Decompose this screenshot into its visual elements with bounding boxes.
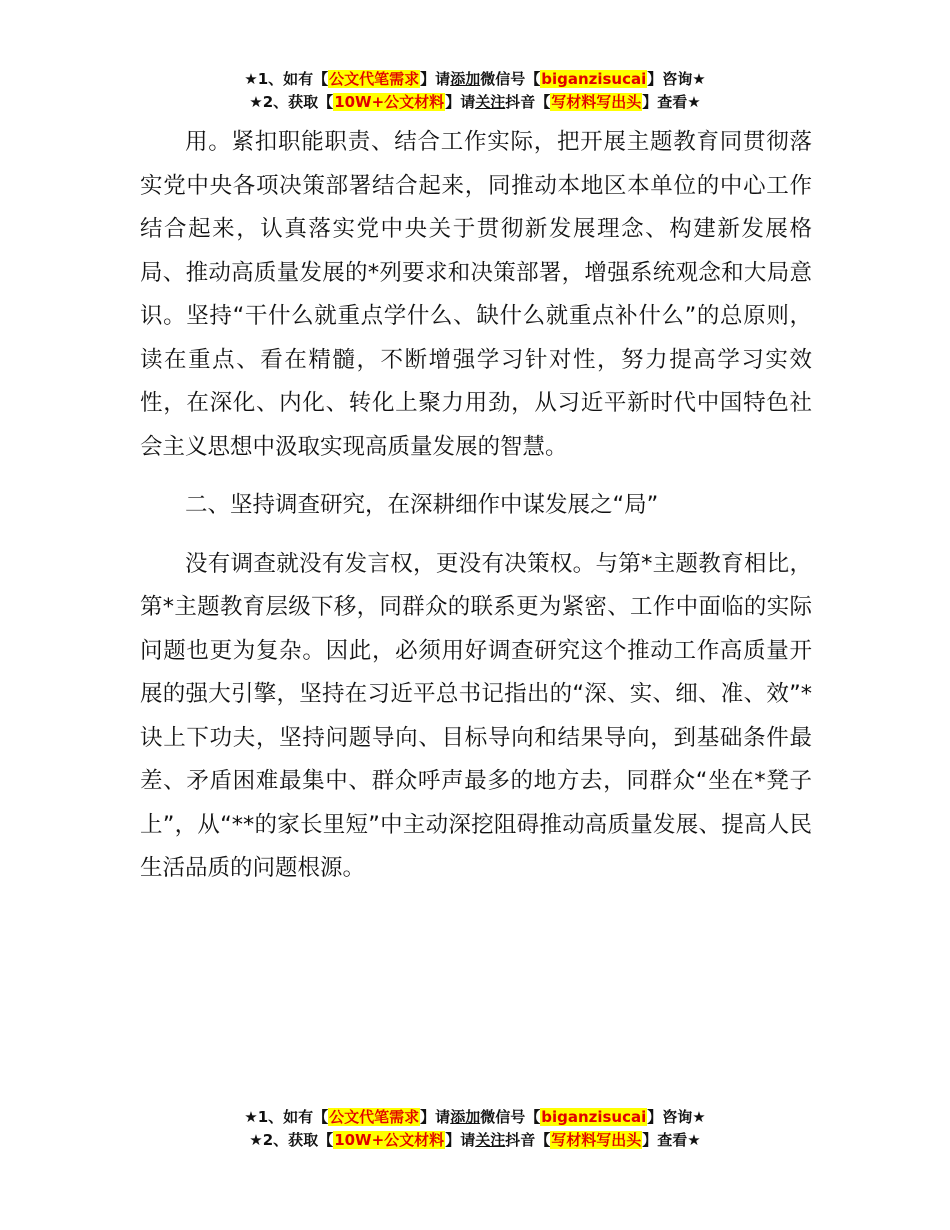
highlight-wechat-id: biganzisucai [541,70,647,88]
highlight-materials: 10W+公文材料 [334,93,445,111]
paragraph-1: 用。紧扣职能职责、结合工作实际，把开展主题教育同贯彻落实党中央各项决策部署结合起来，同推动本地区本单位的中心工作结合起来，认真落实党中央关于贯彻新发展理念、构建新发展格局、推动高质量发展的*列要求和决策部署，增强系统观念和大局意识。坚持“干什么就重点学什么、缺什么就重点补什么”的总原则，读在重点、看在精髓，不断增强学习针对性，努力提高学习实效性，在深化、内化、转化上聚力用劲，从习近平新时代中国特色社会主义思想中汲取实现高质量发展的智慧。 [140,129,812,460]
footer-banner [0,1106,950,1152]
highlight-materials: 10W+公文材料 [334,1131,445,1149]
header-banner [0,68,950,114]
banner-line-1: ★1、如有【公文代笔需求】请添加微信号【biganzisucai】咨询★ [244,1108,706,1126]
document-body [140,121,812,891]
highlight-douyin: 写材料写出头 [551,93,642,111]
highlight-douyin: 写材料写出头 [551,1131,642,1149]
highlight-wechat-id: biganzisucai [541,1108,647,1126]
highlight-ghostwriting: 公文代笔需求 [329,70,420,88]
banner-line-2: ★2、获取【10W+公文材料】请关注抖音【写材料写出头】查看★ [249,1131,701,1149]
banner-line-1: ★1、如有【公文代笔需求】请添加微信号【biganzisucai】咨询★ [244,70,706,88]
paragraph-2: 没有调查就没有发言权，更没有决策权。与第*主题教育相比，第*主题教育层级下移，同群众的联系更为紧密、工作中面临的实际问题也更为复杂。因此，必须用好调查研究这个推动工作高质量开展的强大引擎，坚持在习近平总书记指出的“深、实、细、准、效”*诀上下功夫，坚持问题导向、目标导向和结果导向，到基础条件最差、矛盾困难最集中、群众呼声最多的地方去，同群众“坐在*凳子上”，从“**的家长里短”中主动深挖阻碍推动高质量发展、提高人民生活品质的问题根源。 [140,550,812,881]
highlight-ghostwriting: 公文代笔需求 [329,1108,420,1126]
section-heading: 二、坚持调查研究，在深耕细作中谋发展之“局” [185,492,659,518]
banner-line-2: ★2、获取【10W+公文材料】请关注抖音【写材料写出头】查看★ [249,93,701,111]
